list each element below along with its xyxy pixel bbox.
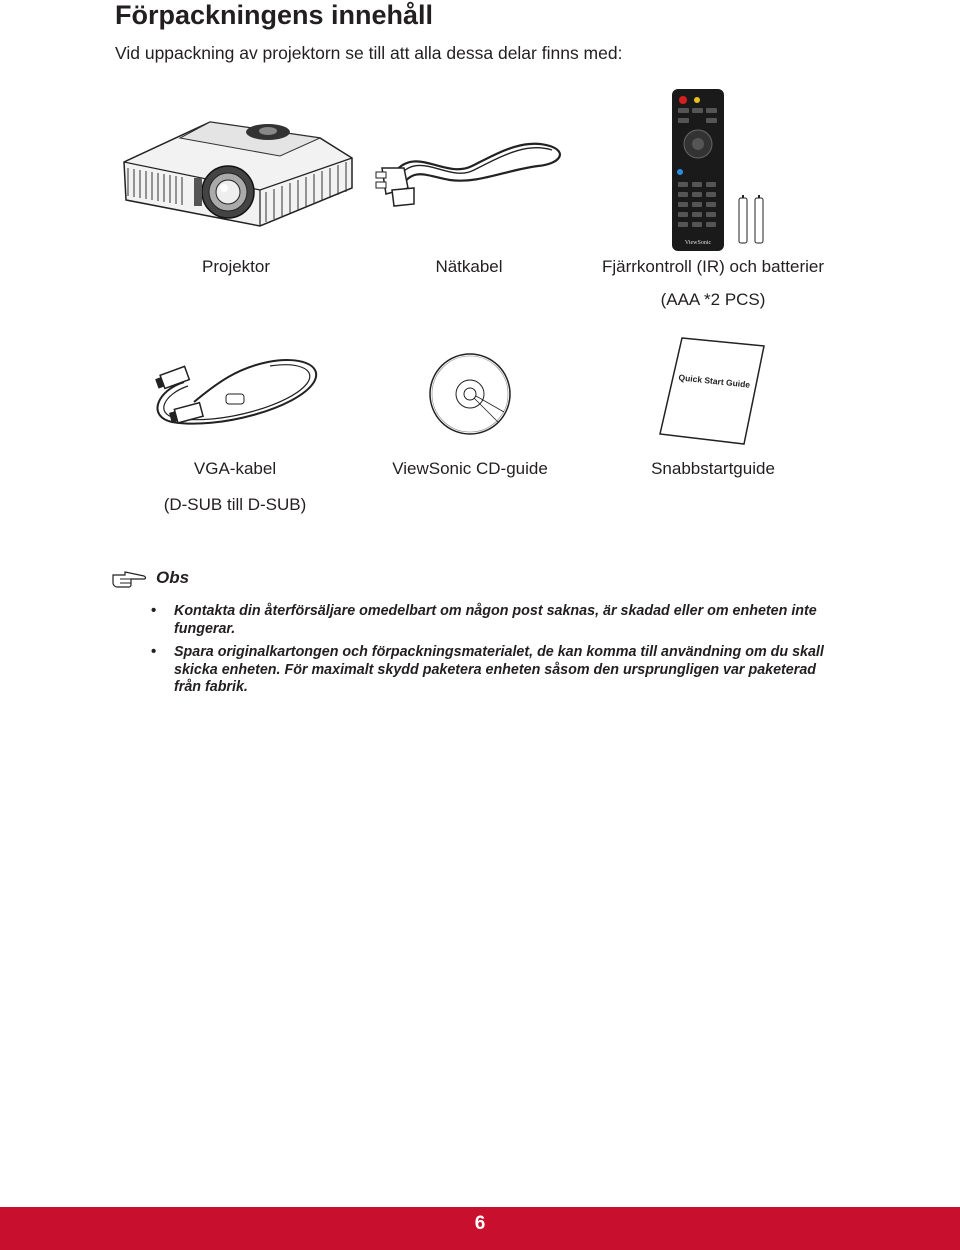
- pointing-hand-icon: [111, 570, 147, 588]
- note-item-text: Kontakta din återförsäljare omedelbart om någon post saknas, är skadad eller om enheten inte fungerar.: [174, 603, 817, 637]
- batteries-icon: [738, 193, 768, 245]
- guide-cover-text: Quick Start Guide: [678, 372, 751, 390]
- projector-icon: [120, 108, 356, 230]
- note-item: [148, 603, 838, 638]
- vga-cable-icon: [148, 354, 324, 434]
- quick-start-guide-icon: [658, 336, 768, 446]
- remote-brand-text: ViewSonic: [684, 240, 712, 246]
- note-title: Obs: [156, 568, 190, 587]
- caption-cd: ViewSonic CD-guide: [392, 459, 548, 478]
- bullet-icon: •: [151, 602, 157, 619]
- page-number: 6: [474, 1213, 486, 1234]
- note-list: [148, 603, 838, 703]
- caption-remote: Fjärrkontroll (IR) och batterier: [601, 257, 825, 276]
- caption-remote-sub: (AAA *2 PCS): [660, 290, 766, 309]
- note-item: [148, 644, 838, 697]
- cd-icon: [428, 352, 512, 436]
- note-item-text: Spara originalkartongen och förpackningsmaterialet, de kan komma till användning om du skall skicka enheten. För maximalt skydd paketera enheten såsom den ursprungligen var paketerad från fabrik.: [174, 644, 824, 695]
- caption-vga-cable-sub: (D-SUB till D-SUB): [163, 495, 307, 514]
- remote-control-icon: [670, 88, 726, 252]
- caption-vga-cable: VGA-kabel: [193, 459, 277, 478]
- caption-power-cable: Nätkabel: [435, 257, 503, 276]
- page-title: Förpackningens innehåll: [115, 0, 434, 30]
- caption-guide: Snabbstartguide: [651, 459, 775, 478]
- caption-projector: Projektor: [201, 257, 271, 276]
- power-cable-icon: [374, 132, 570, 208]
- bullet-icon: •: [151, 643, 157, 660]
- intro-text: Vid uppackning av projektorn se till att alla dessa delar finns med:: [115, 43, 623, 63]
